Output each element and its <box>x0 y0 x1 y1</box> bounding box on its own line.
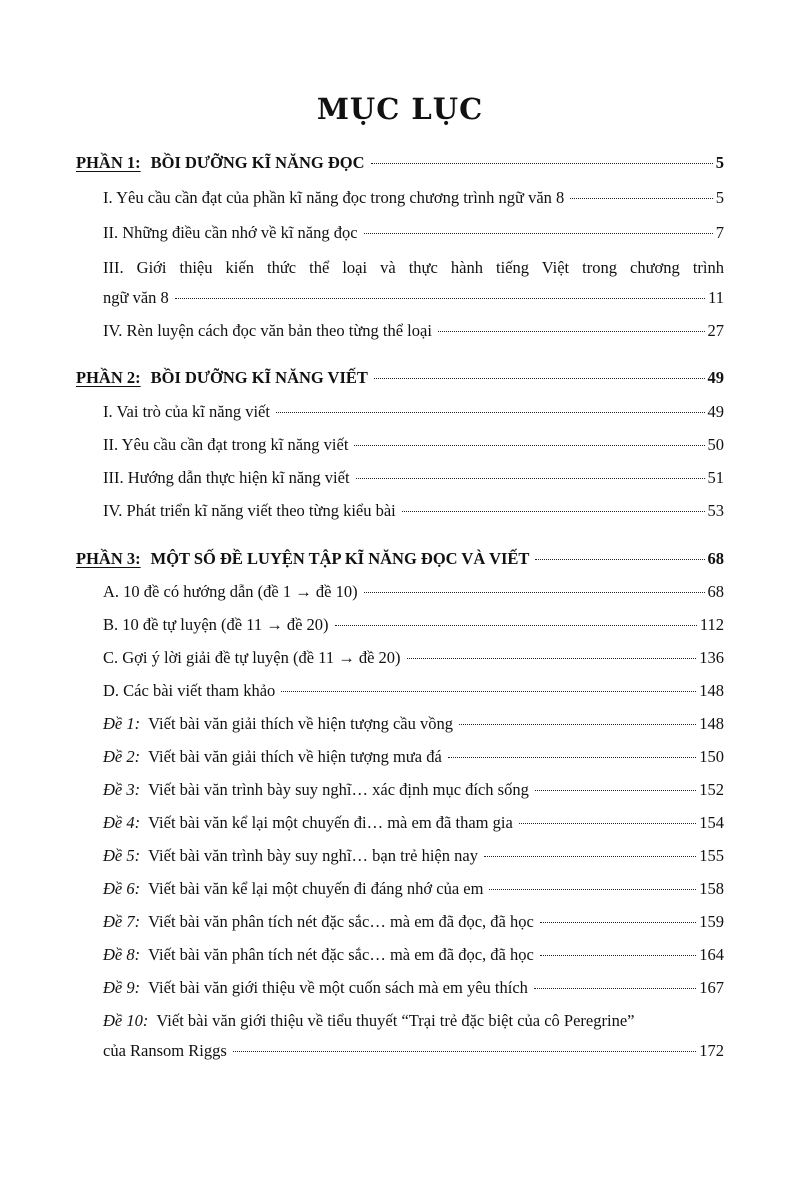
toc-item-text: III. Hướng dẫn thực hiện kĩ năng viết <box>103 468 350 487</box>
dot-leader <box>233 1051 697 1052</box>
dot-leader <box>335 625 697 626</box>
essay-text: Viết bài văn giải thích về hiện tượng cầu vồng <box>148 714 453 733</box>
dot-leader <box>484 856 696 857</box>
toc-item-text: D. Các bài viết tham khảo <box>103 681 276 700</box>
toc-item-text: IV. Phát triển kĩ năng viết theo từng kiểu bài <box>103 501 396 520</box>
dot-leader <box>407 658 697 659</box>
toc-essay[interactable] <box>103 746 724 768</box>
page-number: 136 <box>699 648 724 667</box>
dot-leader <box>540 955 696 956</box>
essay-text: Viết bài văn giới thiệu về một cuốn sách mà em yêu thích <box>148 978 528 997</box>
essay-text: Viết bài văn phân tích nét đặc sắc… mà em đã đọc, đã học <box>148 912 534 931</box>
essay-text: Viết bài văn phân tích nét đặc sắc… mà em đã đọc, đã học <box>148 945 534 964</box>
dot-leader <box>371 163 713 164</box>
page-number: 68 <box>707 582 724 601</box>
page-number: 5 <box>715 188 724 207</box>
essay-label: Đề 8: <box>103 945 141 964</box>
page-number: 167 <box>699 978 724 997</box>
toc-essay[interactable] <box>103 977 724 999</box>
essay-label: Đề 2: <box>103 747 141 766</box>
essay-label: Đề 6: <box>103 879 141 898</box>
dot-leader <box>281 691 696 692</box>
part-title: BỒI DƯỠNG KĨ NĂNG VIẾT <box>150 368 368 387</box>
dot-leader <box>364 592 705 593</box>
dot-leader <box>534 988 696 989</box>
essay-label: Đề 1: <box>103 714 141 733</box>
toc-item[interactable] <box>103 222 724 244</box>
dot-leader <box>438 331 705 332</box>
essay-text: Viết bài văn kể lại một chuyến đi… mà em đã tham gia <box>148 813 513 832</box>
toc-item[interactable] <box>103 401 724 423</box>
dot-leader <box>459 724 696 725</box>
page-number: 150 <box>699 747 724 766</box>
toc-part-1[interactable] <box>76 152 724 174</box>
toc-essay[interactable] <box>103 911 724 933</box>
page-number: 148 <box>699 681 724 700</box>
dot-leader <box>448 757 696 758</box>
toc-item[interactable] <box>103 500 724 522</box>
dot-leader <box>276 412 705 413</box>
page-number: 49 <box>707 368 724 387</box>
essay-text: của Ransom Riggs <box>103 1041 227 1060</box>
essay-label: Đề 9: <box>103 978 141 997</box>
toc-item-text: B. 10 đề tự luyện (đề 11 → đề 20) <box>103 615 329 634</box>
toc-item[interactable] <box>103 581 724 603</box>
essay-text: Viết bài văn kể lại một chuyến đi đáng nhớ của em <box>148 879 484 898</box>
page-number: 27 <box>707 321 724 340</box>
toc-essay[interactable] <box>103 878 724 900</box>
toc-item-text: ngữ văn 8 <box>103 288 169 307</box>
dot-leader <box>364 233 713 234</box>
toc-item[interactable] <box>103 614 724 636</box>
toc-item-line1[interactable]: III. Giới thiệu kiến thức thể loại và thực hành tiếng Việt trong chương trình <box>103 258 724 277</box>
dot-leader <box>519 823 696 824</box>
part-title: BỒI DƯỠNG KĨ NĂNG ĐỌC <box>150 153 365 172</box>
page-number: 155 <box>699 846 724 865</box>
toc-part-2[interactable] <box>76 367 724 389</box>
toc-item-text: A. 10 đề có hướng dẫn (đề 1 → đề 10) <box>103 582 358 601</box>
essay-text: Viết bài văn giới thiệu về tiểu thuyết “Trại trẻ đặc biệt của cô Peregrine” <box>156 1011 635 1030</box>
page-number: 51 <box>707 468 724 487</box>
toc-essay[interactable] <box>103 944 724 966</box>
page-number: 172 <box>699 1041 724 1060</box>
toc-item[interactable] <box>103 287 724 309</box>
toc-essay[interactable] <box>103 713 724 735</box>
page-number: 154 <box>699 813 724 832</box>
essay-text: Viết bài văn trình bày suy nghĩ… bạn trẻ hiện nay <box>148 846 478 865</box>
toc-item-text: II. Những điều cần nhớ về kĩ năng đọc <box>103 223 358 242</box>
essay-label: Đề 4: <box>103 813 141 832</box>
page-number: 159 <box>699 912 724 931</box>
dot-leader <box>535 559 704 560</box>
page-number: 164 <box>699 945 724 964</box>
dot-leader <box>354 445 704 446</box>
essay-label: Đề 10: <box>103 1011 149 1030</box>
page-number: 53 <box>707 501 724 520</box>
toc-item[interactable] <box>103 187 724 209</box>
dot-leader <box>489 889 696 890</box>
essay-text: Viết bài văn giải thích về hiện tượng mưa đá <box>148 747 442 766</box>
part-label: PHẦN 2: <box>76 368 141 387</box>
toc-essay[interactable] <box>103 1010 724 1032</box>
toc-essay[interactable] <box>103 845 724 867</box>
toc-essay[interactable] <box>103 779 724 801</box>
toc-item-text: I. Vai trò của kĩ năng viết <box>103 402 270 421</box>
dot-leader <box>535 790 696 791</box>
toc-item-text: II. Yêu cầu cần đạt trong kĩ năng viết <box>103 435 349 454</box>
page-title: MỤC LỤC <box>316 92 484 126</box>
toc-item-text: I. Yêu cầu cần đạt của phần kĩ năng đọc trong chương trình ngữ văn 8 <box>103 188 565 207</box>
toc-item-text: C. Gợi ý lời giải đề tự luyện (đề 11 → đề 20) <box>103 648 401 667</box>
dot-leader <box>374 378 705 379</box>
page-number: 11 <box>708 288 724 307</box>
toc-essay[interactable] <box>103 812 724 834</box>
toc-essay[interactable] <box>103 1040 724 1062</box>
page-number: 7 <box>715 223 724 242</box>
toc-item[interactable] <box>103 434 724 456</box>
part-label: PHẦN 1: <box>76 153 141 172</box>
essay-label: Đề 7: <box>103 912 141 931</box>
toc-item[interactable] <box>103 680 724 702</box>
page-number: 5 <box>715 153 724 172</box>
part-label: PHẦN 3: <box>76 549 141 568</box>
page-number: 112 <box>699 615 724 634</box>
toc-item[interactable] <box>103 467 724 489</box>
page-number: 152 <box>699 780 724 799</box>
essay-text: Viết bài văn trình bày suy nghĩ… xác định mục đích sống <box>148 780 529 799</box>
dot-leader <box>356 478 705 479</box>
dot-leader <box>570 198 712 199</box>
page-number: 148 <box>699 714 724 733</box>
toc-item[interactable] <box>103 320 724 342</box>
page-number: 68 <box>707 549 724 568</box>
essay-label: Đề 5: <box>103 846 141 865</box>
part-title: MỘT SỐ ĐỀ LUYỆN TẬP KĨ NĂNG ĐỌC VÀ VIẾT <box>150 549 530 568</box>
toc-item-text: IV. Rèn luyện cách đọc văn bản theo từng thể loại <box>103 321 432 340</box>
dot-leader <box>402 511 705 512</box>
toc-item[interactable] <box>103 647 724 669</box>
page-number: 49 <box>707 402 724 421</box>
page-number: 158 <box>699 879 724 898</box>
page-number: 50 <box>707 435 724 454</box>
toc-part-3[interactable] <box>76 548 724 570</box>
dot-leader <box>540 922 696 923</box>
dot-leader <box>175 298 705 299</box>
essay-label: Đề 3: <box>103 780 141 799</box>
